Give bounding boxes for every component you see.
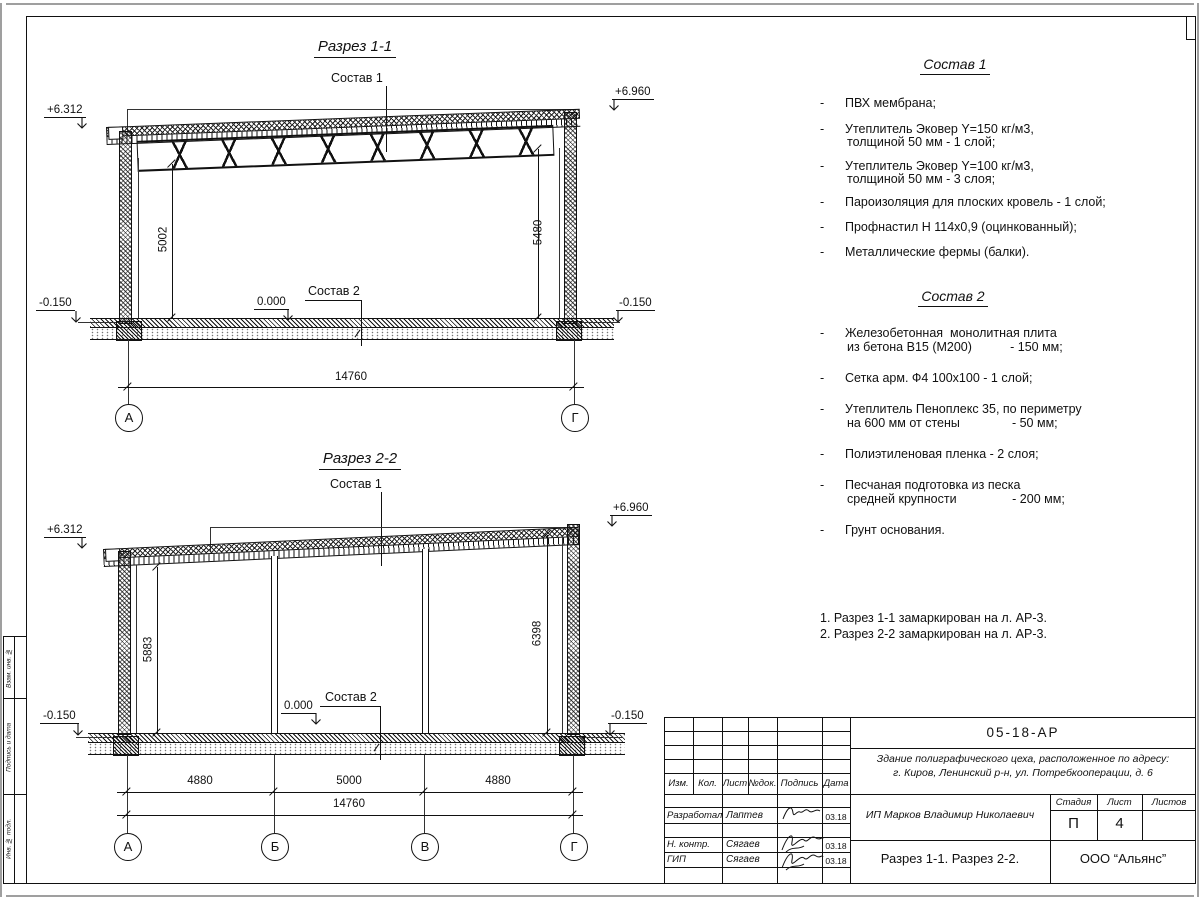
slab-sand [88,743,625,755]
ext-line [424,755,425,833]
sostav1-item [820,246,1029,259]
tb-client: ИП Марков Владимир Николаевич [865,809,1035,821]
tb-name: Сягаев [726,854,760,865]
dim-value: 4880 [485,775,511,787]
ext-line [574,340,575,404]
bullet: - [820,523,825,537]
sostav1-item [820,97,936,110]
item-text: Песчаная подготовка из песка [845,478,1021,492]
bullet: - [820,96,825,110]
elevation-arrow-icon [72,724,84,737]
foundation-block [116,321,142,341]
section1-wall-left [119,131,132,324]
tb-line [722,717,723,883]
tb-role: ГИП [667,854,686,865]
tb-stage-label: Стадия [1055,797,1092,808]
foundation-block [559,736,585,756]
elevation-arrow-icon [76,117,88,130]
bullet: - [820,159,825,173]
margin-label: Взам. инв. № [5,647,13,689]
bullet: - [820,220,825,234]
item-text: на 600 мм от стены - 50 мм; [847,416,1058,430]
section1-sostav1-label: Состав 1 [331,71,383,85]
margin-label: Инв. № подл. [5,818,13,860]
grade-line [76,737,118,738]
axis-bubble: А [115,404,143,432]
axis-bubble: Г [560,833,588,861]
tb-col-ndok: №док. [748,778,777,789]
section1-title: Разрез 1-1 [300,38,410,58]
margin-box-vzam [3,636,27,700]
sostav1-item [820,221,1077,234]
tb-object-line2: г. Киров, Ленинский р-н, ул. Потребкооперации, д. 6 [893,767,1153,779]
note-line: 1. Разрез 1-1 замаркирован на л. АР-3. [820,611,1047,625]
dim-line [157,567,158,733]
column-axis-v [422,549,429,733]
leader-shelf [305,300,362,301]
elevation-arrow-icon [310,713,322,726]
elevation-mark: -0.150 [40,710,79,724]
tb-line [664,823,850,824]
grade-line [580,322,620,323]
elevation-arrow-icon [608,99,620,112]
bullet: - [820,122,825,136]
tb-line [1050,810,1196,811]
ref-line [210,527,573,528]
tb-object-line1: Здание полиграфического цеха, расположенное по адресу: [876,753,1170,765]
signature-icon [780,803,822,823]
tb-company: ООО “Альянс” [1079,851,1167,866]
tb-line [664,717,1196,718]
tb-line [664,745,850,746]
dim-value: 6398 [531,620,543,647]
tb-doc-number: 05-18-АР [986,725,1060,740]
wall-inner-line [559,148,560,318]
bullet: - [820,402,825,416]
sostav2-item [820,524,945,537]
section2-sostav2-label: Состав 2 [325,690,377,704]
margin-box-inner [14,699,26,795]
bullet: - [820,195,825,209]
tb-date: 03.18 [825,812,847,822]
dim-value: 5000 [336,775,362,787]
item-text: толщиной 50 мм - 1 слой; [847,135,996,149]
elevation-mark: -0.150 [616,297,655,311]
tb-stage-value: П [1068,815,1079,832]
item-text: из бетона В15 (М200) - 150 мм; [847,340,1063,354]
sostav2-heading: Состав 2 [898,288,1008,307]
sheet-edge-right [1197,3,1199,897]
ref-line [127,109,575,110]
tb-role: Н. контр. [667,839,710,850]
tb-line [664,717,665,883]
elevation-mark: +6.960 [610,502,652,516]
leader-line [380,706,381,760]
sostav2-item [820,327,1057,340]
item-text: Утеплитель Пеноплекс 35, по периметру [845,402,1082,416]
section2-title: Разрез 2-2 [305,450,415,470]
item-text: толщиной 50 мм - 3 слоя; [847,172,996,186]
axis-bubble: А [114,833,142,861]
sostav1-heading: Состав 1 [900,56,1010,75]
zero-level-mark: 0.000 [281,700,316,714]
tb-line [664,794,1196,795]
tb-sheets-label: Листов [1151,797,1187,808]
tb-date: 03.18 [825,856,847,866]
item-text: Утеплитель Эковер Y=100 кг/м3, [845,159,1034,173]
tb-date: 03.18 [825,841,847,851]
elevation-mark: +6.960 [612,86,654,100]
sheet-edge-top [6,3,1194,5]
sostav2-item [820,403,1082,416]
margin-box-podpis [3,698,27,796]
sostav1-item [820,196,1106,209]
bullet: - [820,326,825,340]
bullet: - [820,478,825,492]
item-text: Профнастил Н 114х0,9 (оцинкованный); [845,220,1077,234]
wall-inner-line [562,535,563,733]
dim-line [118,387,584,388]
section1-sostav2-label: Состав 2 [308,284,360,298]
margin-box-inv [3,794,27,884]
slab-sand [90,328,614,340]
tb-line [850,840,1196,841]
foundation-block [556,321,582,341]
sheet-edge-bottom [6,895,1194,897]
ext-line [128,340,129,404]
tb-sheet-value: 4 [1115,815,1124,832]
margin-label: Подпись и дата [5,722,13,772]
dim-value: 5883 [142,636,154,663]
margin-box-inner [14,795,26,883]
tb-name: Сягаев [726,839,760,850]
dim-value: 14760 [335,371,367,383]
section2-floor-slab [88,733,625,755]
tb-col-list: Лист [722,778,748,789]
item-text: Грунт основания. [845,523,945,537]
item-text: Металлические фермы (балки). [845,245,1030,259]
sostav2-item [820,479,1021,492]
tb-col-izm: Изм. [668,778,689,789]
ext-line [573,755,574,833]
elevation-arrow-icon [76,537,88,550]
wall-inner-line [136,565,137,733]
dim-value: 4880 [187,775,213,787]
section2-wall-right [567,524,580,735]
section2-wall-left [118,551,131,735]
axis-bubble: Г [561,404,589,432]
ext-line [274,755,275,833]
sheet-edge-left [0,3,2,897]
axis-bubble: В [411,833,439,861]
signature-icon [778,848,824,874]
dim-value: 5480 [532,219,544,246]
tb-col-data: Дата [823,778,849,789]
item-text: Сетка арм. Ф4 100х100 - 1 слой; [845,371,1033,385]
item-text: Пароизоляция для плоских кровель - 1 слой; [845,195,1106,209]
tb-line [664,773,850,774]
bullet: - [820,447,825,461]
sostav2-item [820,448,1039,461]
item-text: Полиэтиленовая пленка - 2 слоя; [845,447,1039,461]
foundation-block [113,736,139,756]
tb-line [664,759,850,760]
section1-wall-right [564,112,577,324]
tb-col-podpis: Подпись [780,778,819,789]
item-text: Железобетонная монолитная плита [845,326,1057,340]
note-line: 2. Разрез 2-2 замаркирован на л. АР-3. [820,627,1047,641]
tb-drawing-title: Разрез 1-1. Разрез 2-2. [880,851,1020,866]
margin-box-inner [14,637,26,699]
item-text: Утеплитель Эковер Y=150 кг/м3, [845,122,1034,136]
wall-inner-line [138,158,139,318]
dim-line [547,535,548,733]
zero-level-mark: 0.000 [254,296,289,310]
leader-line [381,492,382,566]
dim-line [117,792,583,793]
bullet: - [820,371,825,385]
item-text: средней крупности - 200 мм; [847,492,1065,506]
leader-shelf [320,706,381,707]
ext-line [127,755,128,833]
elevation-arrow-icon [606,515,618,528]
column-axis-b [271,556,278,733]
tb-role: Разработал [667,810,723,821]
elevation-mark: -0.150 [608,710,647,724]
leader-line [361,300,362,346]
tb-sheet-label: Лист [1107,797,1132,808]
title-block [664,717,1196,883]
tb-line [664,731,850,732]
item-text: ПВХ мембрана; [845,96,936,110]
elevation-mark: +6.312 [44,524,86,538]
dim-value: 14760 [333,798,365,810]
grade-line [78,322,120,323]
dim-value: 5002 [157,226,169,253]
tb-name: Лаптев [726,810,763,821]
dim-line [117,815,583,816]
axis-bubble: Б [261,833,289,861]
dim-line [172,164,173,318]
corner-stamp-box [1186,16,1196,40]
tb-line [664,807,850,808]
tb-line [850,748,1196,749]
bullet: - [820,245,825,259]
grade-line [585,737,623,738]
elevation-mark: +6.312 [44,104,86,118]
elevation-mark: -0.150 [36,297,75,311]
tb-col-kol: Кол. [698,778,717,789]
sostav2-item [820,372,1032,385]
section2-sostav1-label: Состав 1 [330,477,382,491]
